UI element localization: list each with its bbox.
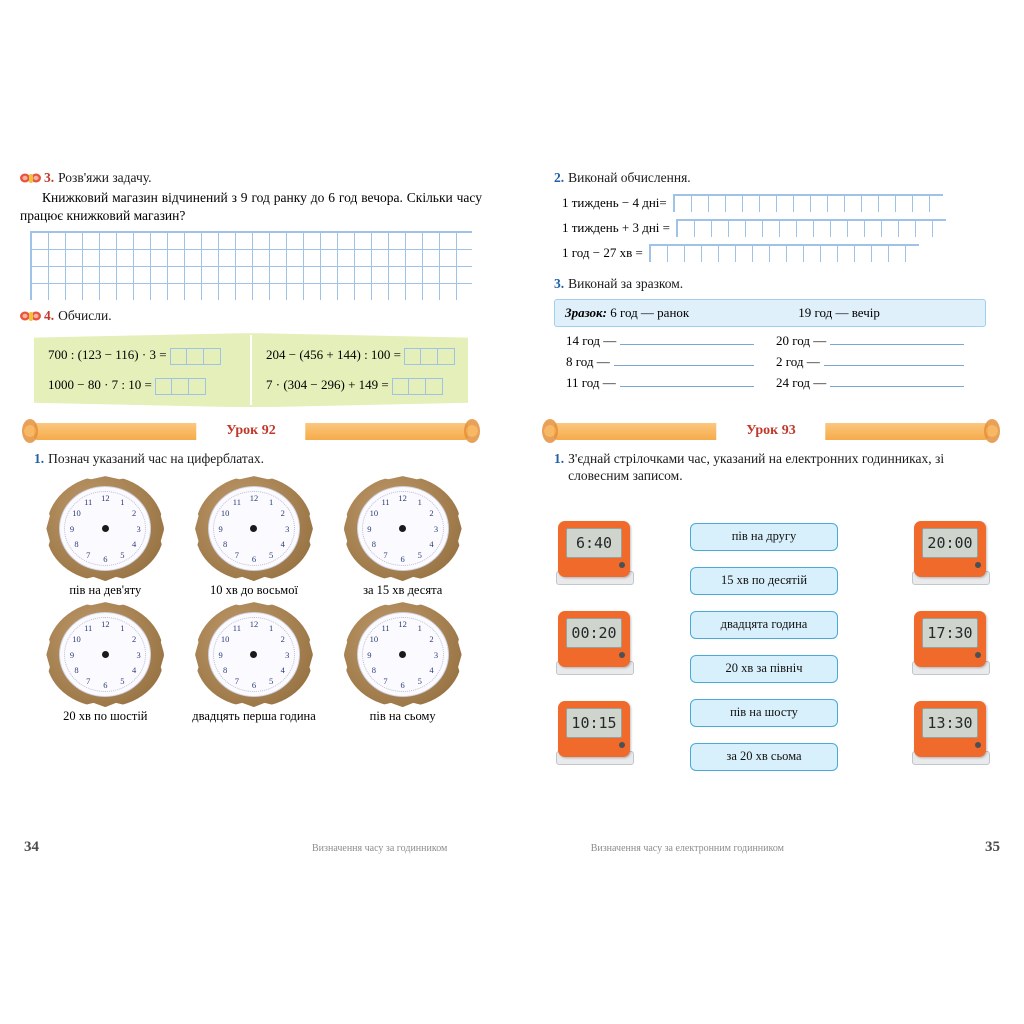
clock-number: 7: [383, 550, 388, 561]
clock-number: 10: [220, 507, 230, 518]
clock-number: 11: [381, 623, 390, 633]
lesson-banner-end-left: [542, 419, 558, 443]
time-of-day-list: [566, 333, 986, 391]
expression-1-answer-boxes[interactable]: [170, 347, 221, 365]
digital-clock-button[interactable]: [619, 652, 625, 658]
calc-row-answer-grid[interactable]: [676, 219, 946, 237]
write-in-rule[interactable]: [824, 355, 964, 366]
expressions-panel-divider: [250, 335, 252, 405]
answer-chip[interactable]: 15 хв по десятій: [690, 567, 838, 595]
clock-number: 4: [429, 665, 434, 676]
clock-number: 2: [132, 633, 137, 644]
clock-grid: [34, 476, 474, 724]
list-item-label: 24 год —: [776, 374, 827, 390]
expression-3-answer-boxes[interactable]: [155, 377, 206, 395]
digital-clock-display: 00:20: [566, 618, 622, 648]
calc-row: [562, 219, 1002, 237]
digital-clock-right-3[interactable]: [912, 701, 990, 765]
clock-number: 5: [268, 676, 274, 687]
clock-number: 3: [136, 523, 141, 534]
clock-number: 10: [220, 633, 230, 644]
running-head-left: Визначення часу за годинником: [312, 843, 448, 854]
clock-number: 9: [367, 523, 372, 534]
digital-clock-body: [558, 521, 630, 577]
clock-cell: [34, 602, 177, 724]
digital-clock-body: [558, 701, 630, 757]
list-item-label: 2 год —: [776, 353, 820, 369]
list-item[interactable]: [776, 375, 986, 391]
clock-face[interactable]: [208, 612, 300, 697]
digital-clock-right-2[interactable]: [912, 611, 990, 675]
digital-clock-body: [914, 521, 986, 577]
lesson-banner-92: [20, 417, 482, 445]
write-in-rule[interactable]: [620, 376, 754, 387]
digital-clock-display: 17:30: [922, 618, 978, 648]
clock-number: 3: [136, 649, 141, 660]
lesson-banner-92-label: Урок 92: [196, 417, 305, 445]
analog-clock[interactable]: [344, 602, 462, 707]
calc-row: [562, 194, 1002, 212]
clock-label: за 15 хв десята: [363, 583, 443, 598]
expression-2: [266, 347, 455, 365]
clock-number: 3: [285, 523, 290, 534]
list-item-label: 11 год —: [566, 374, 616, 390]
digital-clock-display: 13:30: [922, 708, 978, 738]
clock-number: 7: [383, 676, 388, 687]
left-page-column: [20, 170, 482, 732]
clock-number: 4: [132, 665, 137, 676]
calc-row-label: 1 год − 27 хв =: [562, 244, 643, 260]
left-task-3-title: Розв'яжи задачу.: [58, 170, 152, 185]
analog-clock[interactable]: [195, 476, 313, 581]
right-task-1-header: [554, 451, 1002, 485]
clock-number: 5: [120, 550, 125, 561]
clock-cell: [183, 476, 326, 598]
clock-number: 10: [369, 633, 379, 644]
digital-clock-display: 10:15: [566, 708, 622, 738]
clock-label: пів на сьому: [369, 709, 436, 724]
digital-clock-display: 20:00: [922, 528, 978, 558]
clock-number: 12: [249, 618, 259, 629]
sample-right-text: 19 год — вечір: [798, 304, 880, 320]
clock-number: 10: [369, 507, 379, 518]
clock-number: 3: [433, 649, 439, 660]
clock-number: 4: [429, 539, 434, 550]
clock-number: 9: [218, 523, 223, 534]
clock-number: 3: [433, 523, 439, 534]
list-item[interactable]: [566, 375, 776, 391]
running-head-right: Визначення часу за електронним годинником: [590, 843, 784, 854]
clock-number: 12: [249, 492, 259, 503]
clock-number: 5: [120, 676, 125, 687]
expressions-panel: [34, 333, 468, 407]
clock-number: 11: [232, 497, 241, 507]
digital-clock-body: [914, 701, 986, 757]
clock-center-hub: [102, 525, 109, 532]
right-task-2: [540, 170, 1002, 262]
analog-clock[interactable]: [46, 476, 164, 581]
clock-label: пів на дев'яту: [69, 583, 142, 598]
clock-number: 7: [234, 550, 239, 561]
right-task-3-header: [554, 276, 1002, 293]
calc-row-label: 1 тиждень + 3 дні =: [562, 219, 670, 235]
clock-face[interactable]: [59, 486, 151, 571]
answer-chip[interactable]: двадцята година: [690, 611, 838, 639]
lesson-banner-end-left: [22, 419, 38, 443]
clock-number: 7: [86, 550, 91, 561]
clock-number: 6: [400, 680, 405, 691]
clock-number: 8: [223, 539, 228, 550]
clock-number: 4: [280, 665, 285, 676]
clock-number: 1: [417, 497, 422, 507]
clock-face[interactable]: [208, 486, 300, 571]
list-item-label: 8 год —: [566, 353, 610, 369]
left-task-1: [20, 451, 482, 724]
right-page-column: [540, 170, 1002, 775]
sample-label: Зразок:: [565, 304, 607, 320]
digital-clock-left-3[interactable]: [556, 701, 634, 765]
list-item-label: 14 год —: [566, 332, 617, 348]
clock-number: 11: [381, 497, 390, 507]
clock-number: 10: [72, 507, 81, 518]
clock-number: 8: [74, 665, 79, 676]
clock-center-hub: [250, 525, 257, 532]
clock-number: 8: [371, 539, 376, 550]
clock-number: 2: [429, 507, 434, 518]
digital-clock-button[interactable]: [975, 742, 981, 748]
clock-number: 1: [120, 497, 125, 507]
digital-clock-body: [558, 611, 630, 667]
digital-clock-button[interactable]: [619, 742, 625, 748]
clock-number: 4: [280, 539, 285, 550]
clock-number: 11: [84, 623, 93, 633]
analog-clock[interactable]: [344, 476, 462, 581]
left-task-3-number: 3.: [44, 170, 55, 185]
right-task-3-number: 3.: [554, 275, 565, 291]
clock-number: 12: [101, 618, 110, 629]
sample-left-text: 6 год — ранок: [610, 304, 690, 320]
page-number-right: 35: [985, 839, 1000, 855]
left-task-1-header: [34, 451, 482, 468]
right-task-2-number: 2.: [554, 170, 565, 185]
left-task-3-header: [20, 170, 482, 187]
answer-chip[interactable]: пів на шосту: [690, 699, 838, 727]
clock-number: 8: [74, 539, 79, 550]
right-task-1: [540, 451, 1002, 767]
clock-number: 9: [367, 649, 372, 660]
analog-clock[interactable]: [46, 602, 164, 707]
digital-clock-left-2[interactable]: [556, 611, 634, 675]
clock-number: 6: [251, 680, 257, 691]
clock-number: 2: [280, 633, 285, 644]
expression-2-text: 204 − (456 + 144) : 100 =: [266, 347, 402, 363]
left-task-1-title: Познач указаний час на циферблатах.: [48, 451, 265, 467]
clock-number: 9: [69, 649, 75, 660]
digital-clock-left-1[interactable]: [556, 521, 634, 585]
right-task-3-title: Виконай за зразком.: [568, 275, 684, 291]
clock-number: 11: [84, 497, 93, 507]
expression-4-text: 7 · (304 − 296) + 149 =: [266, 377, 389, 393]
right-task-3: [540, 276, 1002, 391]
clock-number: 5: [268, 550, 274, 561]
expression-1-text: 700 : (123 − 116) · 3 =: [48, 347, 167, 363]
clock-number: 11: [232, 623, 241, 633]
clock-face[interactable]: [357, 612, 449, 697]
bow-icon: [20, 171, 42, 187]
analog-clock[interactable]: [195, 602, 313, 707]
sample-box: [554, 299, 986, 327]
clock-number: 6: [400, 554, 405, 565]
right-task-2-header: [554, 170, 1002, 187]
clock-center-hub: [399, 525, 406, 532]
clock-center-hub: [102, 651, 109, 658]
digital-clock-button[interactable]: [975, 652, 981, 658]
answer-chip[interactable]: пів на другу: [690, 523, 838, 551]
clock-cell: [331, 602, 474, 724]
expression-4-answer-boxes[interactable]: [392, 377, 443, 395]
clock-number: 1: [417, 623, 422, 633]
right-task-1-number: 1.: [554, 450, 565, 466]
write-in-rule[interactable]: [614, 355, 754, 366]
clock-cell: [183, 602, 326, 724]
calc-row-label: 1 тиждень − 4 дні=: [562, 194, 667, 210]
list-item[interactable]: [566, 333, 776, 349]
clock-number: 2: [429, 633, 434, 644]
list-item[interactable]: [776, 333, 986, 349]
left-task-4: [20, 308, 482, 407]
clock-number: 9: [69, 523, 75, 534]
answer-chip[interactable]: 20 хв за північ: [690, 655, 838, 683]
expression-1: [48, 347, 221, 365]
left-task-3: [20, 170, 482, 300]
clock-number: 5: [417, 550, 422, 561]
clock-number: 6: [251, 554, 257, 565]
clock-number: 6: [103, 554, 108, 565]
write-in-rule[interactable]: [830, 376, 964, 387]
clock-center-hub: [250, 651, 257, 658]
clock-label: 10 хв до восьмої: [210, 583, 298, 598]
clock-number: 10: [72, 633, 81, 644]
clock-number: 4: [132, 539, 137, 550]
left-task-4-number: 4.: [44, 308, 55, 324]
clock-label: двадцять перша година: [192, 709, 316, 724]
right-task-2-title: Виконай обчислення.: [568, 170, 691, 185]
expression-4: [266, 377, 443, 395]
answer-grid-area[interactable]: [30, 231, 472, 300]
clock-number: 6: [103, 680, 108, 691]
digital-clock-button[interactable]: [619, 562, 625, 568]
digital-clock-button[interactable]: [975, 562, 981, 568]
write-in-rule[interactable]: [830, 334, 964, 345]
digital-clock-body: [914, 611, 986, 667]
expression-3-text: 1000 − 80 · 7 : 10 =: [48, 377, 152, 393]
clock-number: 7: [234, 676, 239, 687]
clock-cell: [34, 476, 177, 598]
clock-number: 5: [417, 676, 422, 687]
clock-number: 1: [120, 623, 125, 633]
calc-row-answer-grid[interactable]: [673, 194, 943, 212]
lesson-banner-end-right: [984, 419, 1000, 443]
clock-label: 20 хв по шостій: [63, 709, 148, 724]
write-in-rule[interactable]: [620, 334, 754, 345]
digital-clock-right-1[interactable]: [912, 521, 990, 585]
clock-number: 1: [268, 497, 274, 507]
clock-number: 12: [398, 492, 407, 503]
lesson-banner-93: [540, 417, 1002, 445]
calc-row: [562, 244, 1002, 262]
calc-row-answer-grid[interactable]: [649, 244, 919, 262]
clock-center-hub: [399, 651, 406, 658]
clock-number: 9: [218, 649, 223, 660]
answer-chip[interactable]: за 20 хв сьома: [690, 743, 838, 771]
list-item[interactable]: [776, 354, 986, 370]
page-number-left: 34: [24, 839, 39, 855]
left-task-1-number: 1.: [34, 451, 45, 467]
lesson-banner-93-label: Урок 93: [716, 417, 825, 445]
matching-exercise: [548, 495, 1000, 767]
list-item-label: 20 год —: [776, 332, 827, 348]
left-task-3-body: Книжковий магазин відчинений з 9 год ранку до 6 год вечора. Скільки часу працює книжковий магазин?: [20, 189, 482, 224]
clock-number: 8: [371, 665, 376, 676]
bow-icon: [20, 309, 42, 325]
right-task-1-title: З'єднай стрілочками час, указаний на електронних годинниках, зі словесним записом.: [568, 450, 945, 483]
expression-2-answer-boxes[interactable]: [404, 347, 455, 365]
left-task-4-title: Обчисли.: [58, 308, 112, 324]
expression-3: [48, 377, 206, 395]
clock-number: 12: [101, 492, 110, 503]
clock-number: 8: [223, 665, 228, 676]
clock-face[interactable]: [357, 486, 449, 571]
clock-number: 12: [398, 618, 407, 629]
clock-number: 2: [280, 507, 285, 518]
clock-number: 1: [268, 623, 274, 633]
lesson-banner-end-right: [464, 419, 480, 443]
left-task-4-header: [20, 308, 482, 325]
list-item[interactable]: [566, 354, 776, 370]
clock-number: 7: [86, 676, 91, 687]
clock-number: 2: [132, 507, 137, 518]
clock-number: 3: [285, 649, 290, 660]
clock-face[interactable]: [59, 612, 151, 697]
clock-cell: [331, 476, 474, 598]
digital-clock-display: 6:40: [566, 528, 622, 558]
